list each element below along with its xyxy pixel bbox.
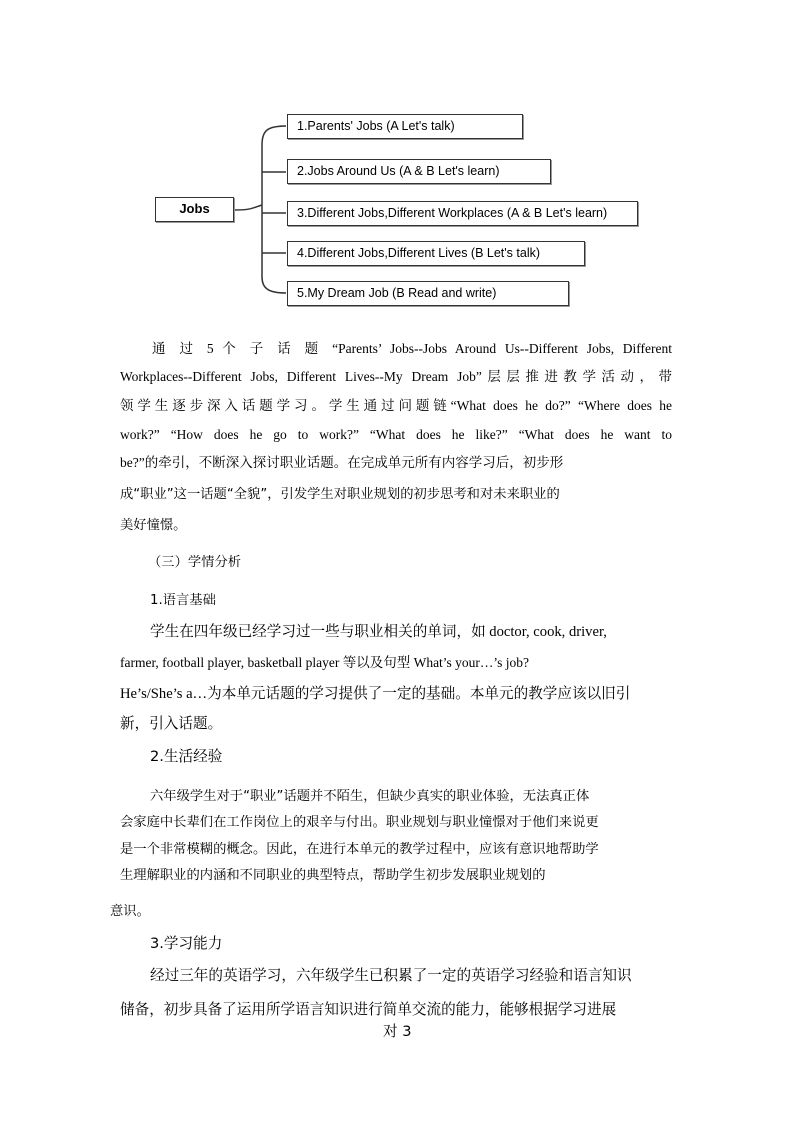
- s3-line-1: 经过三年的英语学习，六年级学生已积累了一定的英语学习经验和语言知识: [150, 967, 632, 984]
- s1-line-4: 新，引入话题。: [120, 716, 223, 732]
- topic-diagram: [0, 0, 793, 320]
- diagram-branch-2: 2.Jobs Around Us (A & B Let's learn): [287, 159, 551, 184]
- s3-heading: 3.学习能力: [150, 935, 223, 952]
- s2-heading: 2.生活经验: [150, 748, 223, 765]
- s1-line-2: farmer, football player, basketball player 等以及句型 What’s your…’s job?: [120, 655, 530, 670]
- s1-line-3: He’s/She’s a…为本单元话题的学习提供了一定的基础。本单元的教学应该以旧引: [120, 686, 631, 702]
- page-footer: 对 3: [383, 1023, 412, 1040]
- diagram-branch-3: 3.Different Jobs,Different Workplaces (A & B Let's learn): [287, 201, 638, 226]
- brace-line: [262, 126, 286, 293]
- s2-line-2: 会家庭中长辈们在工作岗位上的艰辛与付出。职业规划与职业憧憬对于他们来说更: [120, 815, 599, 830]
- intro-line-2: Workplaces--Different Jobs, Different Lives--My Dream Job”层层推进教学活动，带: [120, 369, 672, 384]
- diagram-branch-4: 4.Different Jobs,Different Lives (B Let's talk): [287, 241, 585, 266]
- diagram-root-node: Jobs: [155, 197, 234, 222]
- intro-line-5: be?”的牵引，不断深入探讨职业话题。在完成单元所有内容学习后，初步形: [120, 455, 564, 470]
- intro-line-1: 通 过 5 个 子 话 题 “Parents’ Jobs--Jobs Around Us--Different Jobs, Different: [152, 341, 672, 356]
- section-title: （三）学情分析: [148, 555, 242, 570]
- intro-line-7: 美好憧憬。: [120, 518, 187, 533]
- root-connector: [234, 205, 262, 210]
- diagram-branch-1: 1.Parents' Jobs (A Let's talk): [287, 114, 523, 139]
- s2-line-3: 是一个非常模糊的概念。因此，在进行本单元的教学过程中，应该有意识地帮助学: [120, 842, 599, 857]
- s3-line-2: 储备，初步具备了运用所学语言知识进行简单交流的能力，能够根据学习进展: [120, 1001, 617, 1018]
- s1-heading: 1.语言基础: [150, 593, 216, 608]
- intro-line-3: 领学生逐步深入话题学习。学生通过问题链“What does he do?” “Where does he: [120, 398, 672, 413]
- s1-line-1: 学生在四年级已经学习过一些与职业相关的单词，如 doctor, cook, driver,: [150, 624, 607, 640]
- s2-line-1: 六年级学生对于“职业”话题并不陌生，但缺少真实的职业体验，无法真正体: [150, 789, 590, 804]
- diagram-branch-5: 5.My Dream Job (B Read and write): [287, 281, 569, 306]
- s2-line-5: 意识。: [110, 904, 150, 919]
- s2-line-4: 生理解职业的内涵和不同职业的典型特点，帮助学生初步发展职业规划的: [120, 868, 546, 883]
- intro-line-6: 成“职业”这一话题“全貌”，引发学生对职业规划的初步思考和对未来职业的: [120, 487, 560, 502]
- intro-line-4: work?” “How does he go to work?” “What does he like?” “What does he want to: [120, 427, 672, 442]
